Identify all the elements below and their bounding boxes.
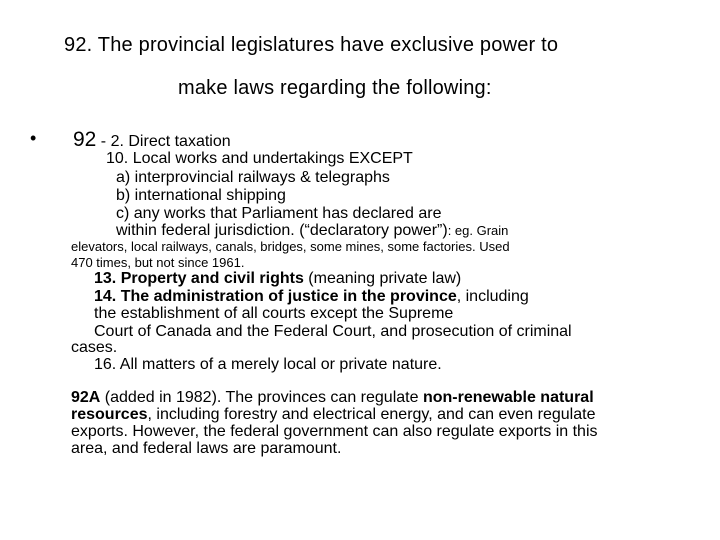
item-10-c: c) any works that Parliament has declared are [116,205,442,222]
section-92a-number: 92A [71,389,101,406]
section-92-heading [73,128,231,152]
item-14-line-4: cases. [71,339,118,356]
bullet-icon: • [30,128,37,148]
item-10-continuation-2: elevators, local railways, canals, bridges, some mines, some factories. Used [71,239,510,254]
item-14-line-3: Court of Canada and the Federal Court, and prosecution of criminal [94,323,572,340]
non-renewable-text: non-renewable natural [422,389,594,406]
item-13-bold: 13. Property and civil rights [94,270,304,287]
item-14-rest: , including [456,288,529,305]
title-section-number: 92 [64,34,87,56]
example-grain-text: : eg. Grain [447,223,509,238]
item-13 [94,270,461,288]
title-line-1 [64,34,558,57]
item-10-a: a) interprovincial railways & telegraphs [116,169,390,186]
item-10-heading: 10. Local works and undertakings EXCEPT [106,150,413,167]
item-14-line-1 [94,288,529,306]
section-92a-line-4: area, and federal laws are paramount. [71,440,342,457]
item-10-b: b) international shipping [116,187,286,204]
item-13-rest: (meaning private law) [303,270,462,287]
item-10-continuation-3: 470 times, but not since 1961. [71,255,245,270]
declaratory-power-text: within federal jurisdiction. (“declaratory power”) [116,222,448,239]
section-92a-line-1-rest: (added in 1982). The provinces can regulate [100,389,423,406]
direct-taxation-item: Direct taxation [128,133,231,150]
item-14-line-2: the establishment of all courts except the Supreme [94,305,454,322]
title-line-1-text: . The provincial legislatures have exclusive power to [86,34,559,56]
section-92a-line-2 [71,406,595,424]
section-92a-line-2-rest: , including forestry and electrical energy, and can even regulate [147,406,596,423]
item-14-bold: 14. The administration of justice in the province [94,288,457,305]
section-92-dash: - 2. [96,133,129,150]
resources-text: resources [71,406,148,423]
title-line-2: make laws regarding the following: [178,77,492,99]
section-92a-line-1 [71,389,594,407]
section-92a-line-3: exports. However, the federal government can also regulate exports in this [71,423,598,440]
item-16: 16. All matters of a merely local or private nature. [94,356,442,373]
section-92-number: 92 [73,128,97,151]
